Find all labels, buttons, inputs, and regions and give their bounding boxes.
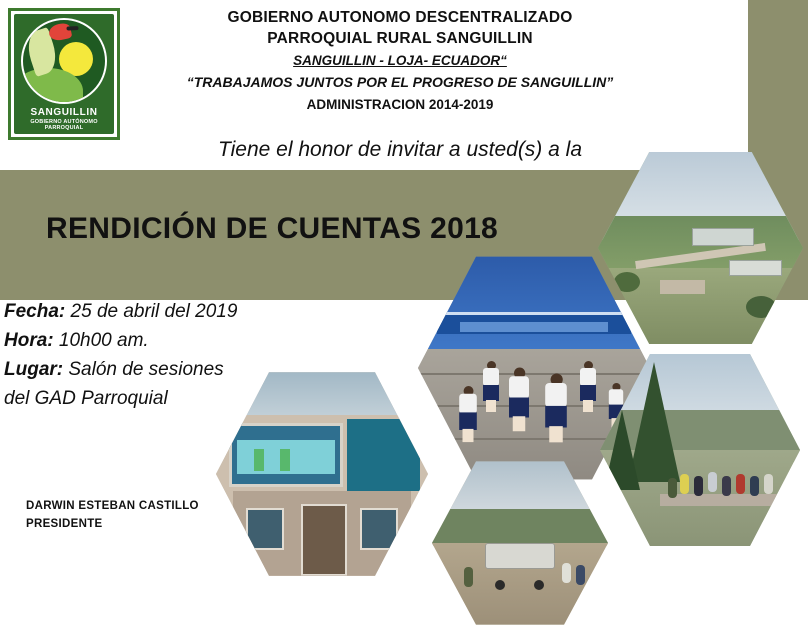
- page-title: RENDICIÓN DE CUENTAS 2018: [46, 212, 499, 245]
- photo-roof: [692, 228, 754, 246]
- photo-person: [668, 478, 677, 498]
- detail-place-label: Lugar:: [4, 358, 64, 380]
- photo-worker: [576, 565, 585, 585]
- header-line-5: ADMINISTRACION 2014-2019: [306, 96, 494, 112]
- photo-mixer-truck: [485, 543, 555, 569]
- header-line-4: “TRABAJAMOS JUNTOS POR EL PROGRESO DE SANGUILLIN”: [186, 74, 614, 91]
- photo-chair: [254, 449, 264, 471]
- photo-person: [722, 476, 731, 496]
- photo-chair: [280, 449, 290, 471]
- photo-hills: [432, 509, 608, 546]
- background-band-top-right: [748, 0, 808, 170]
- photo-person: [750, 476, 759, 496]
- photo-person: [694, 476, 703, 496]
- detail-date-value: 25 de abril del 2019: [65, 301, 238, 322]
- header-line-2: PARROQUIAL RURAL SANGUILLIN: [267, 29, 533, 47]
- photo-student: [483, 368, 499, 414]
- photo-student: [459, 394, 477, 445]
- detail-time: [4, 327, 304, 356]
- header-line-1: GOBIERNO AUTONOMO DESCENTRALIZADO: [227, 9, 573, 26]
- photo-worker: [562, 563, 571, 583]
- detail-place-line2: del GAD Parroquial: [4, 387, 168, 409]
- photo-worker: [464, 567, 473, 587]
- detail-place-value: Salón de sesiones: [63, 358, 224, 380]
- header-block: [130, 8, 670, 115]
- photo-door: [301, 504, 348, 576]
- photo-person: [680, 474, 689, 494]
- detail-time-label: Hora:: [4, 329, 54, 351]
- logo-inner: [14, 14, 114, 134]
- photo-person: [764, 474, 773, 494]
- signature-name: DARWIN ESTEBAN CASTILLO: [26, 500, 199, 512]
- photo-person: [736, 474, 745, 494]
- detail-date: [4, 298, 304, 327]
- invitation-line: Tiene el honor de invitar a usted(s) a la: [217, 138, 582, 161]
- header-line-3: SANGUILLIN - LOJA- ECUADOR“: [293, 52, 507, 68]
- photo-student: [545, 383, 567, 445]
- logo-subtitle: GOBIERNO AUTÓNOMO PARROQUIAL: [30, 119, 98, 131]
- photo-student: [580, 368, 596, 414]
- detail-place: [4, 356, 304, 385]
- photo-roof: [729, 260, 782, 276]
- detail-time-value: 10h00 am.: [53, 329, 149, 351]
- detail-date-label: Fecha:: [4, 301, 66, 322]
- institution-logo: [8, 8, 120, 140]
- signature-block: [26, 498, 199, 534]
- photo-roof: [660, 280, 705, 294]
- logo-emblem-icon: [21, 18, 107, 104]
- signature-role: PRESIDENTE: [26, 517, 103, 530]
- photo-paving-line: [418, 373, 650, 375]
- photo-banner-text: [460, 322, 608, 332]
- photo-student: [509, 376, 529, 434]
- photo-person: [708, 472, 717, 492]
- logo-name: SANGUILLIN: [30, 107, 98, 118]
